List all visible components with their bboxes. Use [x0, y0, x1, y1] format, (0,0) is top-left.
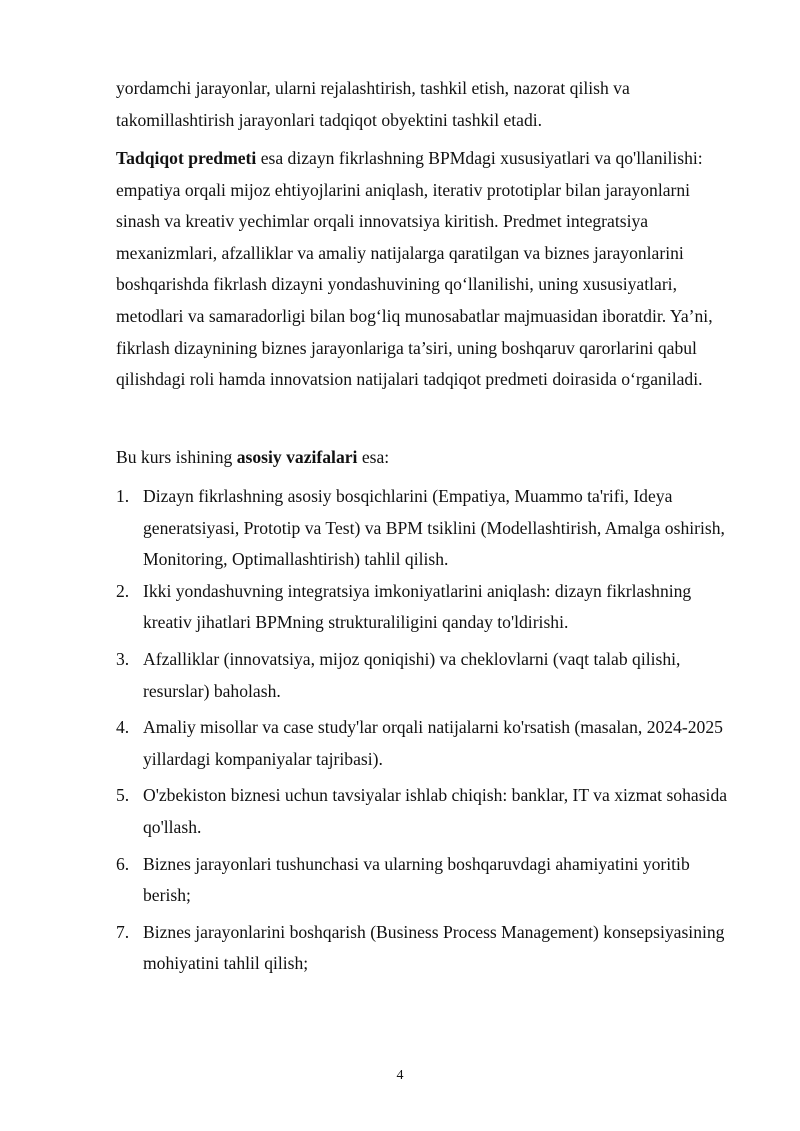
list-text: Dizayn fikrlashning asosiy bosqichlarini (Empatiya, Muammo ta'rifi, Ideya generatsiyasi, Prototip va Test) va BPM tsiklini (Modellashtirish, Amalga oshirish, Monitoring, Optimallashtirish) tahlil qilish. — [143, 486, 725, 570]
paragraph-tasks-intro — [116, 442, 736, 474]
list-text: Biznes jarayonlari tushunchasi va ularning boshqaruvdagi ahamiyatini yoritib berish; — [143, 853, 690, 906]
list-text: Ikki yondashuvning integratsiya imkoniyatlarini aniqlash: dizayn fikrlashning kreativ jihatlari BPMning strukturaliligini qanday to'ldirishi. — [143, 580, 692, 633]
list-number: 7. — [116, 921, 130, 942]
tasks-intro-after: esa: — [357, 447, 390, 467]
list-item — [116, 780, 736, 843]
tasks-intro-before: Bu kurs ishining — [116, 447, 237, 467]
list-text: Amaliy misollar va case study'lar orqali natijalarni ko'rsatish (masalan, 2024-2025 yillardagi kompaniyalar tajribasi). — [143, 717, 723, 769]
list-item — [116, 481, 736, 576]
list-number: 6. — [116, 853, 130, 874]
paragraph-object: yordamchi jarayonlar, ularni rejalashtirish, tashkil etish, nazorat qilish va takomillashtirish jarayonlari tadqiqot obyektini tashkil etadi. — [116, 78, 630, 130]
list-text: Biznes jarayonlarini boshqarish (Business Process Management) konsepsiyasining mohiyatini tahlil qilish; — [143, 921, 725, 974]
list-text: Afzalliklar (innovatsiya, mijoz qoniqishi) va cheklovlarni (vaqt talab qilishi, resurslar) baholash. — [143, 648, 681, 701]
paragraph-subject — [116, 143, 736, 396]
list-number: 3. — [116, 648, 130, 669]
subject-text: esa dizayn fikrlashning BPMdagi xususiyatlari va qo'llanilishi: empatiya orqali mijoz ehtiyojlarini aniqlash, iterativ prototiplar bilan jarayonlarni sinash va kreativ yechimlar orqali innovatsiya kiritish. Predmet integratsiya mexanizmlari, afzalliklar va amaliy natijalarga qaratilgan va biznes jarayonlarini boshqarishda fikrlash dizayni yondashuvining qo‘llanilishi, uning xususiyatlari, metodlari va samaradorligi bilan bog‘liq munosabatlar majmuasidan iboratdir. Ya’ni, fikrlash dizaynining biznes jarayonlariga ta’siri, uning boshqaruv qarorlarini qabul qilishdagi roli hamda innovatsion natijalari tadqiqot predmeti doirasida o‘rganiladi. — [116, 148, 713, 390]
list-number: 5. — [116, 785, 130, 806]
list-number: 1. — [116, 486, 130, 506]
tasks-heading: asosiy vazifalari — [236, 447, 358, 467]
list-item — [116, 917, 736, 980]
list-text: O'zbekiston biznesi uchun tavsiyalar ishlab chiqish: banklar, IT va xizmat sohasida qo'llash. — [143, 785, 728, 837]
tasks-list — [116, 481, 736, 980]
list-number: 2. — [116, 580, 130, 601]
list-item — [116, 712, 736, 775]
subject-heading: Tadqiqot predmeti — [116, 148, 257, 168]
list-item — [116, 644, 736, 707]
list-item — [116, 576, 736, 639]
list-item — [116, 849, 736, 912]
page-number: 4 — [396, 1068, 404, 1083]
list-number: 4. — [116, 717, 130, 738]
